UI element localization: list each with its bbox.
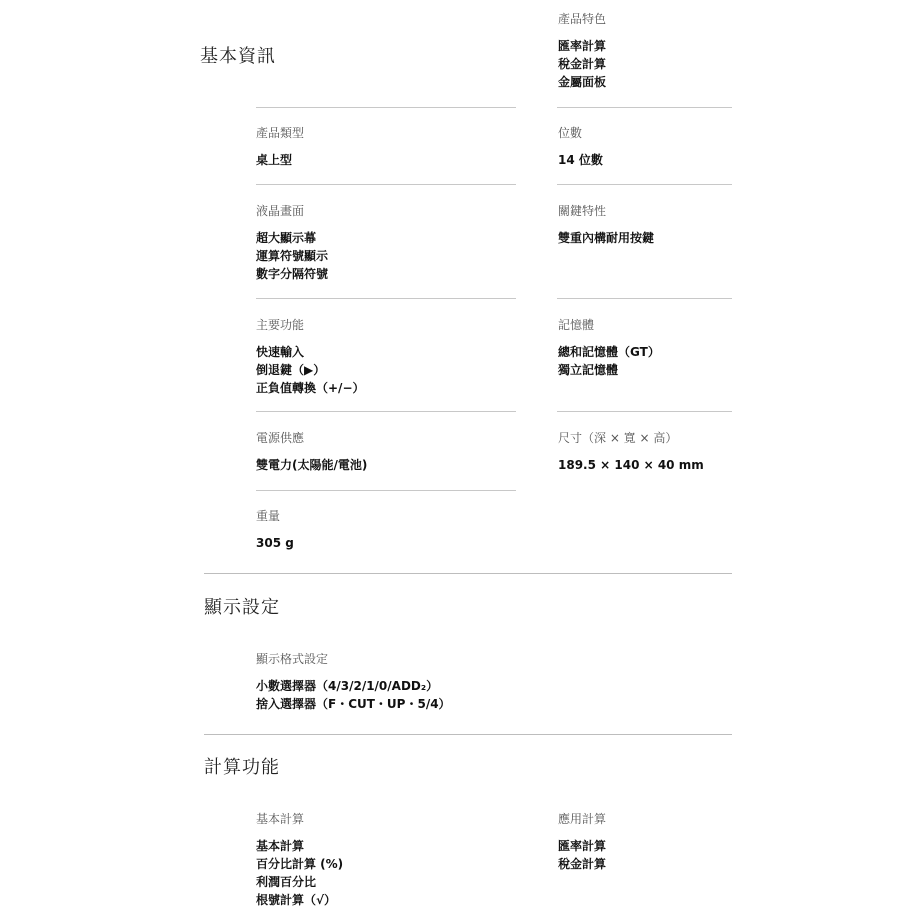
spec-value-line: 匯率計算 <box>558 839 607 853</box>
spec-value-digits <box>558 151 603 169</box>
section-divider <box>204 573 732 574</box>
spec-value-line: 百分比計算 (%) <box>256 857 344 871</box>
divider <box>557 298 732 299</box>
divider <box>256 107 516 108</box>
spec-value-line: 稅金計算 <box>558 57 607 71</box>
spec-label-format: 顯示格式設定 <box>256 652 329 666</box>
spec-value-keys <box>558 229 654 247</box>
spec-value-power <box>256 456 367 474</box>
spec-value-line: 匯率計算 <box>558 39 607 53</box>
spec-label-digits: 位數 <box>558 126 583 140</box>
spec-value-line: 基本計算 <box>256 839 305 853</box>
spec-value-line: 金屬面板 <box>558 75 607 89</box>
spec-value-basic-calc <box>256 837 343 909</box>
spec-value-line: 倒退鍵（▶） <box>256 363 326 377</box>
spec-value-line: 獨立記憶體 <box>558 363 619 377</box>
divider <box>557 107 732 108</box>
divider <box>557 184 732 185</box>
spec-value-line: 快速輸入 <box>256 345 305 359</box>
section-title-basic: 基本資訊 <box>200 46 276 67</box>
spec-value-line: 雙電力(太陽能/電池) <box>256 458 368 472</box>
spec-value-line: 正負值轉換（+/−） <box>256 381 365 395</box>
spec-value-line: 雙重內構耐用按鍵 <box>558 231 655 245</box>
spec-value-weight <box>256 534 294 552</box>
spec-value-line: 捨入選擇器（F・CUT・UP・5/4） <box>256 697 451 711</box>
spec-label-keys: 關鍵特性 <box>558 204 607 218</box>
spec-value-line: 利潤百分比 <box>256 875 317 889</box>
spec-value-memory <box>558 343 660 379</box>
spec-value-format <box>256 677 451 713</box>
spec-value-line: 14 位數 <box>558 153 603 167</box>
spec-value-main <box>256 343 365 397</box>
divider <box>256 184 516 185</box>
spec-value-size <box>558 456 704 474</box>
spec-label-lcd: 液晶畫面 <box>256 204 305 218</box>
divider <box>557 411 732 412</box>
divider <box>256 298 516 299</box>
spec-value-line: 305 g <box>256 536 294 550</box>
spec-value-line: 189.5 × 140 × 40 mm <box>558 458 704 472</box>
spec-value-line: 超大顯示幕 <box>256 231 317 245</box>
spec-value-line: 總和記憶體（GT） <box>558 345 660 359</box>
spec-label-basic-calc: 基本計算 <box>256 812 305 826</box>
spec-value-line: 桌上型 <box>256 153 293 167</box>
spec-label-power: 電源供應 <box>256 431 305 445</box>
spec-value-applied-calc <box>558 837 606 873</box>
spec-value-line: 數字分隔符號 <box>256 267 329 281</box>
spec-label-weight: 重量 <box>256 509 281 523</box>
spec-label-memory: 記憶體 <box>558 318 595 332</box>
spec-value-line: 根號計算（√） <box>256 893 337 907</box>
spec-value-line: 稅金計算 <box>558 857 607 871</box>
section-title-calc: 計算功能 <box>204 757 280 778</box>
spec-label-type: 產品類型 <box>256 126 305 140</box>
section-divider <box>204 734 732 735</box>
spec-label-features: 產品特色 <box>558 12 607 26</box>
spec-label-applied-calc: 應用計算 <box>558 812 607 826</box>
spec-value-type <box>256 151 292 169</box>
spec-label-main: 主要功能 <box>256 318 305 332</box>
spec-value-features <box>558 37 606 91</box>
spec-value-line: 運算符號顯示 <box>256 249 329 263</box>
divider <box>256 490 516 491</box>
spec-label-size: 尺寸（深 × 寬 × 高） <box>558 431 678 445</box>
spec-value-lcd <box>256 229 328 283</box>
section-title-display: 顯示設定 <box>204 597 280 618</box>
divider <box>256 411 516 412</box>
spec-value-line: 小數選擇器（4/3/2/1/0/ADD₂） <box>256 679 439 693</box>
